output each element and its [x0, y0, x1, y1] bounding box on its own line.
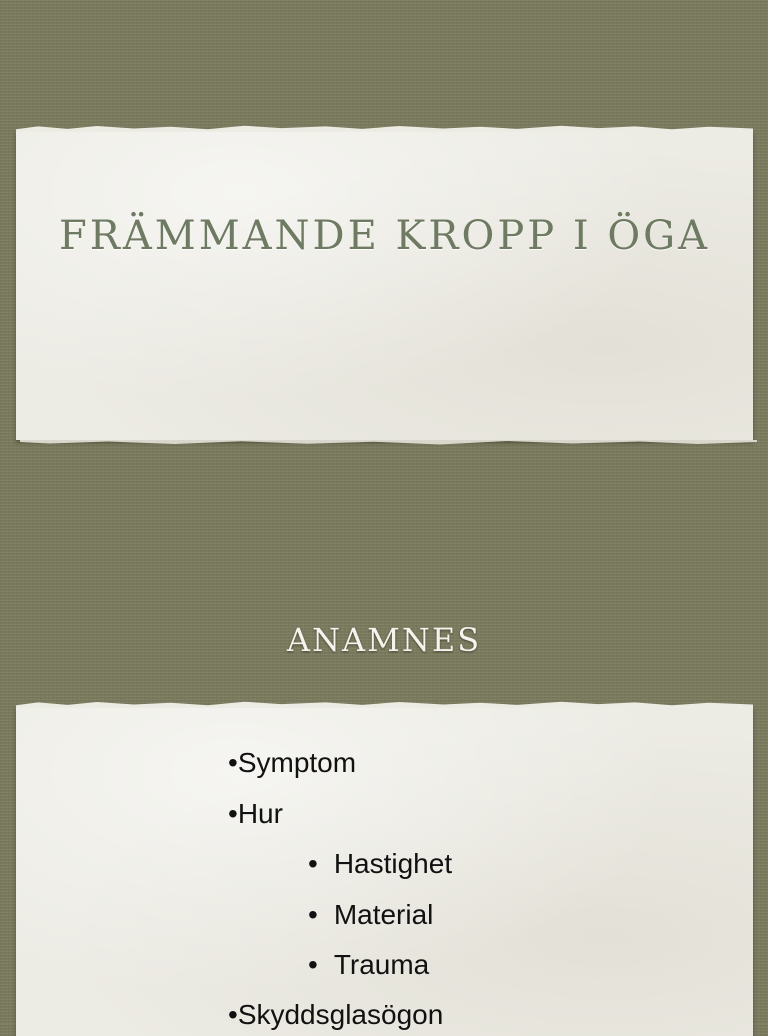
bullet-text: Hastighet — [333, 848, 453, 879]
bullet-dot: • — [228, 798, 238, 829]
slide-title: FRÄMMANDE KROPP I ÖGA — [58, 213, 711, 259]
bullet-text: Skyddsglasögon — [237, 999, 444, 1030]
bullet-dot: • — [308, 949, 318, 980]
bullet-item — [228, 997, 443, 1033]
bullet-dot: • — [228, 999, 238, 1030]
content-slide — [16, 706, 753, 1036]
bullet-item — [228, 796, 283, 832]
sub-bullet-item — [308, 947, 429, 983]
title-slide — [16, 130, 753, 440]
sub-bullet-item — [308, 846, 452, 882]
bullet-text: Trauma — [333, 949, 430, 980]
bullet-dot: • — [228, 747, 238, 778]
bullet-text: Material — [333, 899, 434, 930]
bullet-text: Hur — [237, 798, 283, 829]
bullet-text: Symptom — [237, 747, 357, 778]
bullet-dot: • — [308, 899, 318, 930]
bullet-dot: • — [308, 848, 318, 879]
sub-bullet-item — [308, 897, 433, 933]
section-heading: ANAMNES — [286, 621, 482, 659]
bullet-item — [228, 745, 356, 781]
